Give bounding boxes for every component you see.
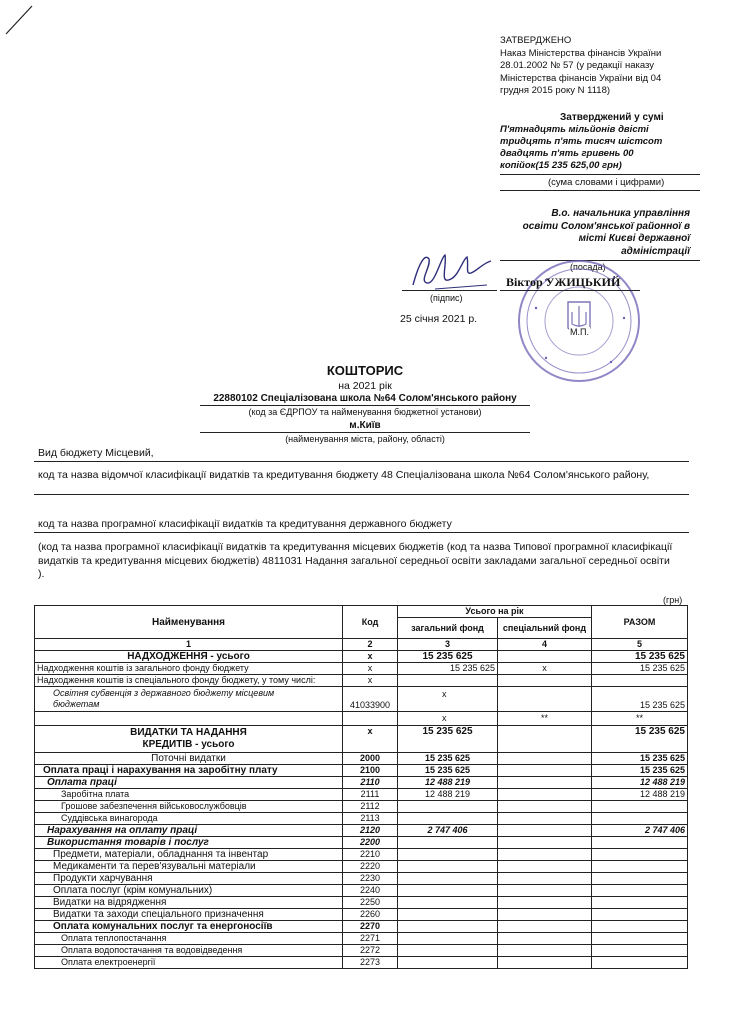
signature-label: (підпис) — [430, 293, 463, 303]
column-number-row — [35, 639, 688, 651]
row-special — [498, 957, 592, 969]
row-special — [498, 873, 592, 885]
table-row — [35, 777, 688, 789]
row-total — [592, 849, 688, 861]
row-general: 15 235 625 — [398, 651, 498, 663]
approved-sum-title: Затверджений у сумі — [560, 112, 664, 123]
document-title: КОШТОРИС — [326, 363, 404, 378]
approval-block — [500, 35, 700, 98]
table-row — [35, 675, 688, 687]
table-row — [35, 897, 688, 909]
currency-unit: (грн) — [663, 595, 683, 605]
document-year: на 2021 рік — [338, 380, 392, 392]
row-total — [592, 897, 688, 909]
row-total: 15 235 625 — [592, 753, 688, 765]
row-special — [498, 933, 592, 945]
row-special — [498, 726, 592, 753]
row-total — [592, 837, 688, 849]
table-row — [35, 825, 688, 837]
row-total — [592, 945, 688, 957]
row-special — [498, 801, 592, 813]
row-general: х — [398, 687, 498, 712]
budget-table — [34, 605, 688, 969]
divider — [200, 432, 530, 433]
row-name: Видатки на відрядження — [35, 897, 343, 909]
row-total: 15 235 625 — [592, 726, 688, 753]
position-label: (посада) — [570, 262, 606, 272]
approval-line: Міністерства фінансів України від 04 — [500, 72, 662, 84]
row-special — [498, 837, 592, 849]
row-general — [398, 909, 498, 921]
row-special — [498, 753, 592, 765]
divider — [500, 174, 700, 175]
row-special — [498, 687, 592, 712]
row-total — [592, 921, 688, 933]
row-code: 2270 — [343, 921, 398, 933]
position-line: освіти Солом'янської районної в — [522, 220, 690, 232]
table-row — [35, 726, 688, 753]
row-total: ** — [592, 712, 688, 726]
row-name: Суддівська винагорода — [35, 813, 343, 825]
city-note: (найменування міста, району, області) — [285, 434, 445, 444]
row-general: х — [398, 712, 498, 726]
table-row — [35, 885, 688, 897]
row-name: Надходження коштів із загального фонду бюджету — [35, 663, 343, 675]
divider — [34, 494, 689, 495]
table-row — [35, 663, 688, 675]
row-code: 2240 — [343, 885, 398, 897]
row-name — [35, 726, 343, 753]
institution-name: 22880102 Спеціалізована школа №64 Солом'янського району — [213, 393, 517, 404]
row-general — [398, 945, 498, 957]
row-code: 2230 — [343, 873, 398, 885]
approval-line: Наказ Міністерства фінансів України — [500, 47, 662, 59]
column-number: 5 — [592, 639, 688, 651]
row-code: 2220 — [343, 861, 398, 873]
row-special — [498, 825, 592, 837]
row-name: Оплата комунальних послуг та енергоносіїв — [35, 921, 343, 933]
divider — [500, 190, 700, 191]
table-row — [35, 873, 688, 885]
row-total — [592, 885, 688, 897]
divider — [34, 461, 689, 462]
row-name-line: Освітня субвенція з державного бюджету місцевим — [53, 688, 275, 698]
row-total: 15 235 625 — [592, 651, 688, 663]
row-name: Медикаменти та перев'язувальні матеріали — [35, 861, 343, 873]
row-total — [592, 957, 688, 969]
row-code: х — [343, 726, 398, 753]
sum-line: тридцять п'ять тисяч шістсот — [500, 136, 663, 147]
column-number: 2 — [343, 639, 398, 651]
row-name: Грошове забезпечення військовослужбовців — [35, 801, 343, 813]
row-general — [398, 861, 498, 873]
table-row — [35, 921, 688, 933]
row-general: 15 235 625 — [398, 663, 498, 675]
row-general: 12 488 219 — [398, 777, 498, 789]
row-special — [498, 885, 592, 897]
row-special — [498, 849, 592, 861]
table-row — [35, 933, 688, 945]
row-general: 15 235 625 — [398, 726, 498, 753]
header-name: Найменування — [35, 606, 343, 639]
row-name: Оплата послуг (крім комунальних) — [35, 885, 343, 897]
row-total — [592, 861, 688, 873]
row-special — [498, 651, 592, 663]
header-total-year: Усього на рік — [398, 606, 592, 618]
sum-line: копійок(15 235 625,00 грн) — [500, 160, 622, 171]
official-position — [490, 208, 690, 258]
row-general: 2 747 406 — [398, 825, 498, 837]
row-general — [398, 933, 498, 945]
table-row — [35, 813, 688, 825]
row-general — [398, 801, 498, 813]
director-name: Віктор УЖИЦЬКИЙ — [506, 275, 621, 289]
row-total — [592, 801, 688, 813]
row-total: 15 235 625 — [592, 765, 688, 777]
row-general: 12 488 219 — [398, 789, 498, 801]
row-name: Оплата електроенергії — [35, 957, 343, 969]
row-special — [498, 789, 592, 801]
row-name: Заробітна плата — [35, 789, 343, 801]
row-code: 2113 — [343, 813, 398, 825]
row-name — [35, 687, 343, 712]
row-name — [35, 712, 343, 726]
approval-line: 28.01.2002 № 57 (у редакції наказу — [500, 60, 655, 71]
row-name: Оплата праці — [35, 777, 343, 789]
row-name: НАДХОДЖЕННЯ - усього — [35, 651, 343, 663]
sum-line: П'ятнадцять мільйонів двісті — [500, 124, 649, 135]
table-row — [35, 789, 688, 801]
row-code: 2110 — [343, 777, 398, 789]
row-special — [498, 675, 592, 687]
row-total: 12 488 219 — [592, 789, 688, 801]
row-special: х — [498, 663, 592, 675]
row-total: 15 235 625 — [592, 663, 688, 675]
table-row — [35, 861, 688, 873]
row-special — [498, 765, 592, 777]
table-row — [35, 687, 688, 712]
position-line: місті Києві державної — [578, 233, 690, 244]
column-number: 3 — [398, 639, 498, 651]
row-special: ** — [498, 712, 592, 726]
row-general — [398, 837, 498, 849]
column-number: 1 — [35, 639, 343, 651]
table-row — [35, 753, 688, 765]
table-row — [35, 849, 688, 861]
header-sum: РАЗОМ — [592, 606, 688, 639]
row-special — [498, 909, 592, 921]
row-code: 2250 — [343, 897, 398, 909]
row-special — [498, 921, 592, 933]
row-special — [498, 945, 592, 957]
row-special — [498, 897, 592, 909]
row-name: Продукти харчування — [35, 873, 343, 885]
row-general — [398, 849, 498, 861]
row-total: 12 488 219 — [592, 777, 688, 789]
row-name-line: КРЕДИТІВ - усього — [142, 739, 235, 750]
row-general — [398, 873, 498, 885]
table-row — [35, 909, 688, 921]
row-name: Оплата праці і нарахування на заробітну плату — [35, 765, 343, 777]
local-program-classification: (код та назва програмної класифікації видатків та кредитування місцевих бюджетів (код та назва Типової програмної класифікації видатків та кредитування місцевих бюджетів) 4811031 Надання загальної середньої освіти закладами загальної середньої освіти ). — [38, 541, 673, 580]
row-code: 2000 — [343, 753, 398, 765]
row-code: 2200 — [343, 837, 398, 849]
row-name: Видатки та заходи спеціального призначення — [35, 909, 343, 921]
row-general — [398, 957, 498, 969]
divider — [500, 290, 640, 291]
position-line: В.о. начальника управління — [551, 208, 690, 219]
column-number: 4 — [498, 639, 592, 651]
row-name: Оплата водопостачання та водовідведення — [35, 945, 343, 957]
row-total — [592, 873, 688, 885]
row-code: 2100 — [343, 765, 398, 777]
row-special — [498, 777, 592, 789]
row-general: 15 235 625 — [398, 765, 498, 777]
row-total — [592, 813, 688, 825]
city-name: м.Київ — [349, 420, 381, 431]
header-code: Код — [343, 606, 398, 639]
sum-note: (сума словами і цифрами) — [548, 177, 665, 188]
row-name: Використання товарів і послуг — [35, 837, 343, 849]
row-name-line: ВИДАТКИ ТА НАДАННЯ — [130, 727, 247, 738]
row-general — [398, 897, 498, 909]
table-row — [35, 712, 688, 726]
table-row — [35, 957, 688, 969]
row-total: 2 747 406 — [592, 825, 688, 837]
approved-sum-words — [500, 124, 700, 172]
budget-type: Вид бюджету Місцевий, — [38, 447, 154, 459]
header-special-fund: спеціальний фонд — [498, 618, 592, 639]
sum-line: двадцять п'ять гривень 00 — [500, 148, 634, 159]
row-name: Предмети, матеріали, обладнання та інвентар — [35, 849, 343, 861]
approval-line: ЗАТВЕРДЖЕНО — [500, 35, 572, 46]
corner-stroke-mark — [0, 0, 40, 40]
row-code — [343, 712, 398, 726]
row-name-line: бюджетам — [53, 699, 100, 709]
row-total — [592, 675, 688, 687]
row-general: 15 235 625 — [398, 753, 498, 765]
row-code: 2271 — [343, 933, 398, 945]
row-total — [592, 933, 688, 945]
approval-date: 25 січня 2021 р. — [400, 313, 478, 325]
header-general-fund: загальний фонд — [398, 618, 498, 639]
table-row — [35, 765, 688, 777]
divider — [200, 405, 530, 406]
table-header-row — [35, 606, 688, 618]
table-row — [35, 801, 688, 813]
row-special — [498, 813, 592, 825]
divider — [34, 532, 689, 533]
row-code: 2272 — [343, 945, 398, 957]
table-row — [35, 651, 688, 663]
table-row — [35, 945, 688, 957]
row-code: 2210 — [343, 849, 398, 861]
departmental-classification: код та назва відомчої класифікації видатків та кредитування бюджету 48 Спеціалізована школа №64 Солом'янського району, — [38, 469, 650, 481]
row-general — [398, 921, 498, 933]
row-special — [498, 861, 592, 873]
row-code: 41033900 — [343, 687, 398, 712]
row-code: 2111 — [343, 789, 398, 801]
row-general — [398, 813, 498, 825]
row-total: 15 235 625 — [592, 687, 688, 712]
row-name: Поточні видатки — [35, 753, 343, 765]
position-line: адміністрації — [621, 245, 690, 257]
row-general — [398, 885, 498, 897]
row-name: Надходження коштів із спеціального фонду бюджету, у тому числі: — [35, 675, 343, 687]
signature-scribble — [405, 245, 495, 295]
row-total — [592, 909, 688, 921]
row-general — [398, 675, 498, 687]
row-code: 2260 — [343, 909, 398, 921]
row-code: х — [343, 663, 398, 675]
row-code: х — [343, 651, 398, 663]
row-code: 2112 — [343, 801, 398, 813]
approval-line: грудня 2015 року N 1118) — [500, 85, 611, 96]
program-classification: код та назва програмної класифікації видатків та кредитування державного бюджету — [38, 518, 452, 530]
table-row — [35, 837, 688, 849]
row-name: Оплата теплопостачання — [35, 933, 343, 945]
row-code: х — [343, 675, 398, 687]
row-name: Нарахування на оплату праці — [35, 825, 343, 837]
row-code: 2273 — [343, 957, 398, 969]
institution-code-note: (код за ЄДРПОУ та найменування бюджетної установи) — [248, 407, 482, 417]
seal-label: М.П. — [570, 327, 589, 337]
row-code: 2120 — [343, 825, 398, 837]
signature-line — [402, 290, 497, 291]
